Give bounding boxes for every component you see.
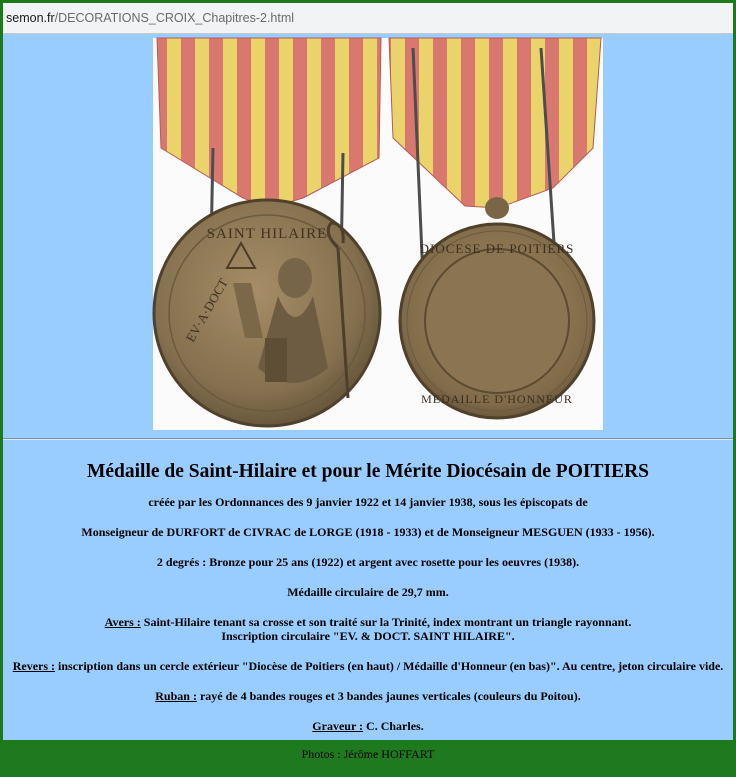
creation-line: créée par les Ordonnances des 9 janvier 1922 et 14 janvier 1938, sous les épiscopats de: [148, 495, 588, 509]
obverse-inscription: SAINT HILAIRE: [206, 226, 328, 242]
ruban-paragraph: [3, 689, 733, 703]
graveur-label: Graveur :: [312, 719, 364, 733]
medal-photo: [153, 38, 603, 430]
url-path: /DECORATIONS_CROIX_Chapitres-2.html: [54, 11, 295, 25]
page-title: Médaille de Saint-Hilaire et pour le Mérite Diocésain de POITIERS: [86, 461, 649, 482]
article: [3, 461, 733, 777]
medal-image: [153, 38, 603, 430]
reverse-inscription-top: DIOCESE DE POITIERS: [419, 241, 575, 256]
ruban-text: rayé de 4 bandes rouges et 3 bandes jaunes verticales (couleurs du Poitou).: [196, 689, 581, 703]
graveur-paragraph: [3, 719, 733, 733]
avers-inscription: Inscription circulaire "EV. & DOCT. SAINT HILAIRE".: [221, 629, 515, 643]
avers-paragraph: [3, 615, 733, 643]
size-line: Médaille circulaire de 29,7 mm.: [287, 585, 449, 599]
avers-text: Saint-Hilaire tenant sa crosse et son traité sur la Trinité, index montrant un triangle rayonnant.: [140, 615, 632, 629]
revers-text: inscription dans un cercle extérieur "Diocèse de Poitiers (en haut) / Médaille d'Honneur (en bas)". Au centre, jeton circulaire vide.: [55, 659, 724, 673]
right-suspension-ring: [485, 197, 509, 219]
reverse-medal: [400, 224, 594, 418]
graveur-text: C. Charles.: [363, 719, 424, 733]
address-bar[interactable]: [3, 3, 733, 34]
obverse-inscription-left: EV·A·DOCT: [182, 275, 231, 345]
horizontal-rule: [3, 438, 733, 440]
url-host: semon.fr: [6, 11, 55, 25]
ruban-label: Ruban :: [155, 689, 197, 703]
revers-paragraph: [3, 659, 733, 673]
avers-label: Avers :: [104, 615, 141, 629]
revers-label: Revers :: [12, 659, 56, 673]
reverse-inscription-bottom: MEDAILLE D'HONNEUR: [421, 392, 573, 406]
bishops-line: Monseigneur de DURFORT de CIVRAC de LORGE (1918 - 1933) et de Monseigneur MESGUEN (1933 - 1956).: [81, 525, 655, 539]
degrees-line: 2 degrés : Bronze pour 25 ans (1922) et argent avec rosette pour les oeuvres (1938).: [156, 555, 580, 569]
photo-credit: Photos : Jérôme HOFFART: [301, 747, 435, 761]
obverse-medal: [154, 200, 380, 426]
